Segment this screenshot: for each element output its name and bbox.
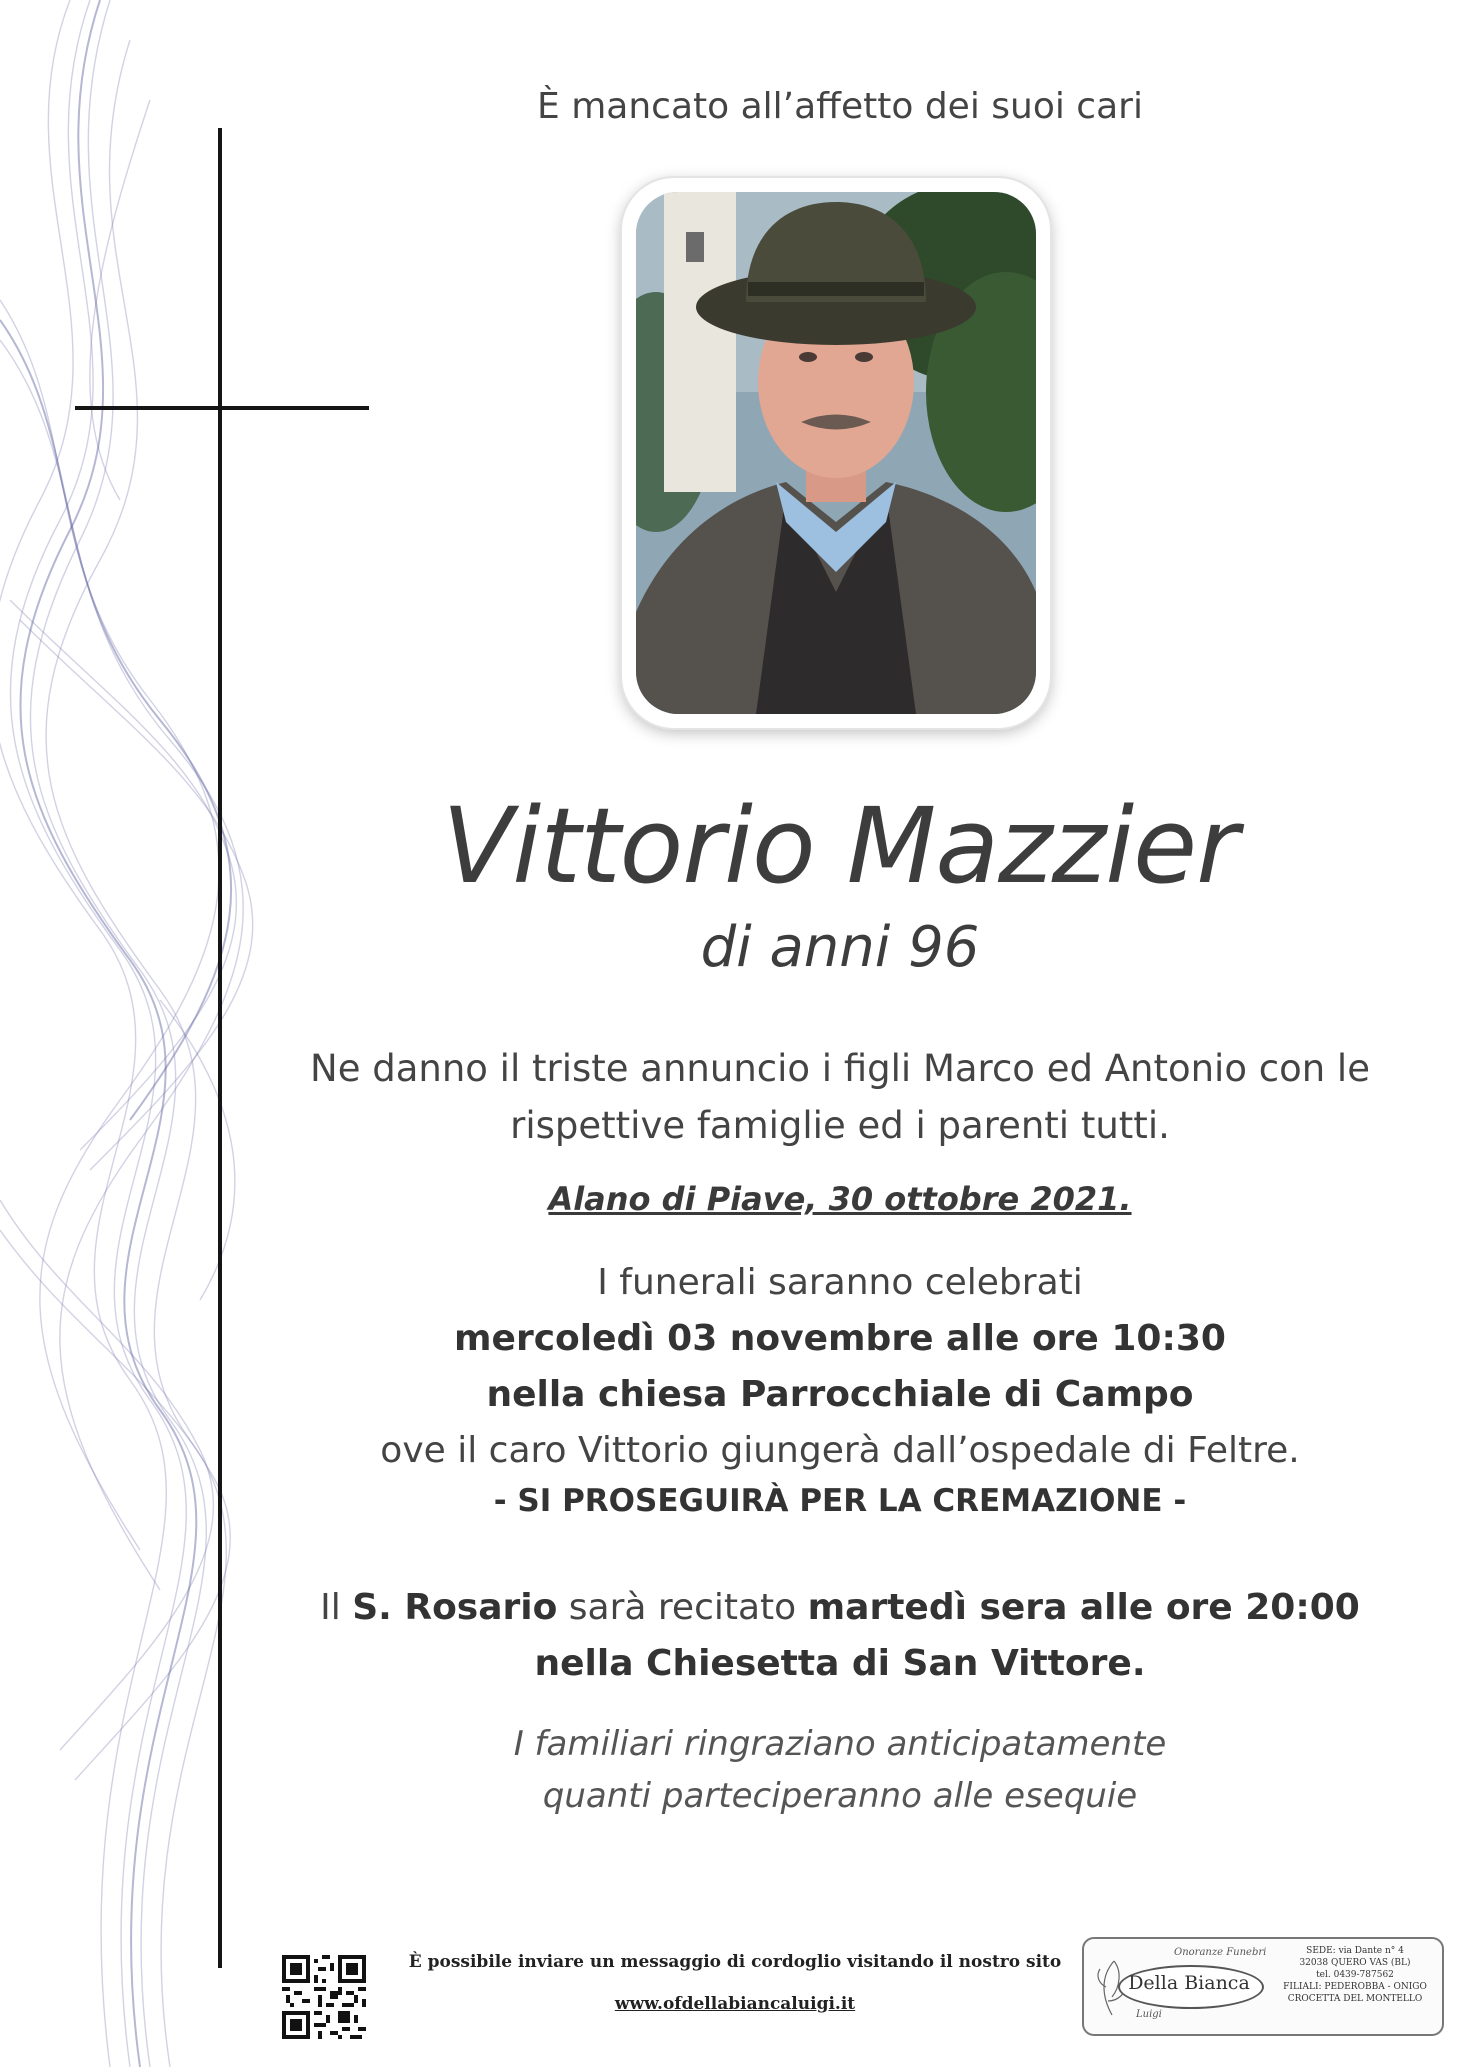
funeral-line-4: ove il caro Vittorio giungerà dall’ospedale di Feltre. [380, 1430, 1300, 1471]
announcement [290, 1040, 1390, 1154]
smoke-decoration [0, 0, 300, 2067]
cross-vertical-bar [218, 128, 222, 1968]
rosary-event: S. Rosario [352, 1587, 558, 1628]
cross-horizontal-bar [75, 406, 369, 410]
deceased-name: Vittorio Mazzier [442, 785, 1238, 907]
announcement-line-1: Ne danno il triste annuncio i figli Marco ed Antonio con le [310, 1047, 1370, 1090]
rosary-line-1 [280, 1580, 1400, 1636]
logo-name: Della Bianca [1128, 1972, 1250, 1994]
portrait-frame [622, 178, 1050, 728]
funeral-home-logo [1082, 1937, 1444, 2036]
funeral-line-1: I funerali saranno celebrati [597, 1262, 1083, 1303]
announcement-line-2: rispettive famiglie ed i parenti tutti. [510, 1104, 1170, 1147]
funeral-date-time: mercoledì 03 novembre alle ore 10:30 [454, 1318, 1226, 1359]
rosary-info [280, 1580, 1400, 1692]
logo-info-line: CROCETTA DEL MONTELLO [1287, 1994, 1423, 2004]
thanks-text [380, 1718, 1300, 1822]
rosary-where: nella Chiesetta di San Vittore. [534, 1643, 1146, 1684]
place-date: Alano di Piave, 30 ottobre 2021. [548, 1180, 1132, 1218]
cremation-note: - SI PROSEGUIRÀ PER LA CREMAZIONE - [493, 1483, 1187, 1519]
rosary-mid: sarà recitato [557, 1587, 808, 1628]
logo-info-line: tel. 0439-787562 [1316, 1970, 1394, 1980]
rosary-pre: Il [320, 1587, 353, 1628]
rosary-when: martedì sera alle ore 20:00 [807, 1587, 1360, 1628]
footer-message: È possibile inviare un messaggio di cordoglio visitando il nostro sito [408, 1952, 1062, 1972]
funeral-church: nella chiesa Parrocchiale di Campo [486, 1374, 1194, 1415]
logo-luigi: Luigi [1136, 2009, 1162, 2020]
logo-subtitle: Onoranze Funebri [1174, 1947, 1267, 1958]
funeral-info [300, 1255, 1380, 1523]
thanks-line-1: I familiari ringraziano anticipatamente [513, 1724, 1167, 1764]
logo-info-line: FILIALI: PEDEROBBA - ONIGO [1283, 1982, 1427, 1992]
thanks-line-2: quanti parteciperanno alle esequie [542, 1776, 1138, 1816]
website-link[interactable]: www.ofdellabiancaluigi.it [614, 1994, 856, 2014]
qr-code[interactable] [282, 1955, 366, 2039]
logo-info-line: SEDE: via Dante n° 4 [1306, 1946, 1404, 1956]
intro-text: È mancato all’affetto dei suoi cari [537, 86, 1143, 127]
logo-info-line: 32038 QUERO VAS (BL) [1299, 1958, 1411, 1968]
logo-contact-info [1272, 1945, 1438, 2005]
portrait-photo [636, 192, 1036, 714]
deceased-age: di anni 96 [700, 915, 980, 980]
